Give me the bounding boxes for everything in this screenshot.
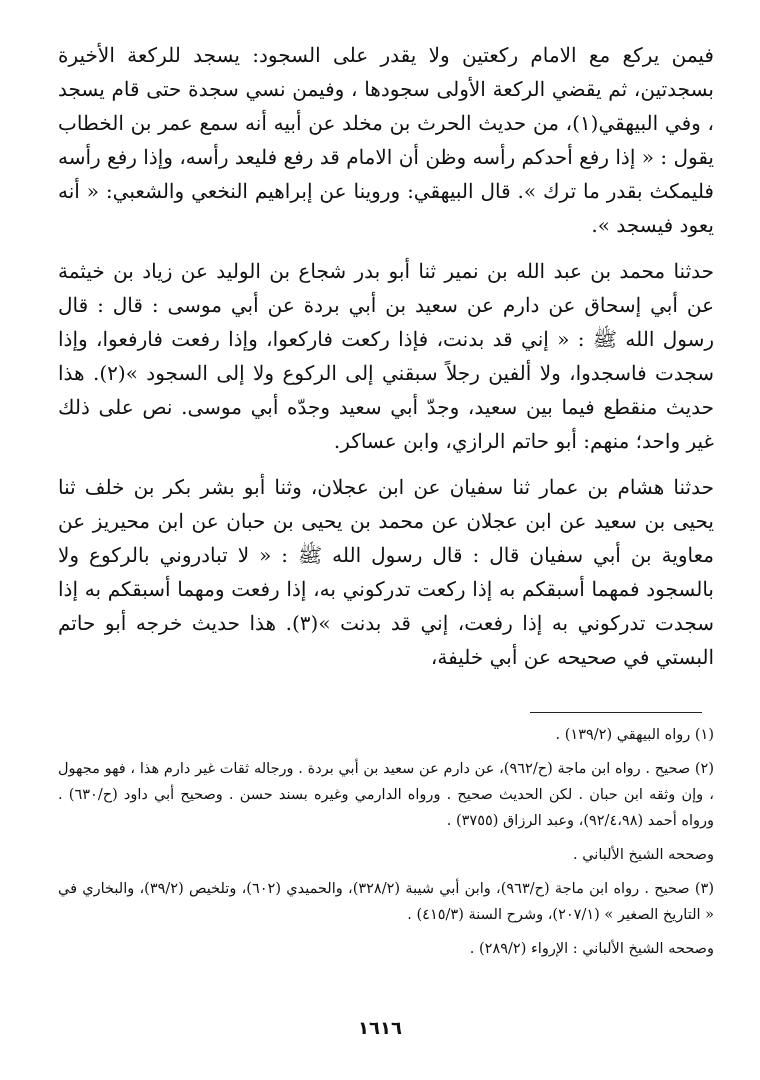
footnotes	[58, 722, 714, 970]
footnote-divider	[530, 712, 702, 713]
paragraph-2: حدثنا محمد بن عبد الله بن نمير ثنا أبو بدر شجاع بن الوليد عن زياد بن خيثمة عن أبي إسحاق عن دارم عن سعيد بن أبي بردة عن أبي موسى : قال : قال رسول الله ﷺ : « إني قد بدنت، فإذا ركعت فاركعوا، وإذا رفعت فارفعوا، وإذا سجدت فاسجدوا، ولا ألفين رجلاً سبقني إلى الركوع ولا إلى السجود »(٢). هذا حديث منقطع فيما بين سعيد، وجدّ أبي سعيد وجدّه أبي موسى. نص على ذلك غير واحد؛ منهم: أبو حاتم الرازي، وابن عساكر.	[58, 259, 714, 453]
footnote-2: (٢) صحيح . رواه ابن ماجة (ح/٩٦٢)، عن دارم عن سعيد بن أبي بردة . ورجاله ثقات غير دارم هذا ، فهو مجهول ، وإن وثقه ابن حبان . لكن الحديث صحيح . ورواه الدارمي وغيره بسند حسن . وصحيح أبي داود (ح/٦٣٠) . ورواه أحمد (٩٢/٤،٩٨)، وعبد الرزاق (٣٧٥٥) .	[58, 761, 714, 829]
footnote-2-grading: وصححه الشيخ الألباني .	[573, 847, 714, 863]
main-text	[58, 38, 714, 674]
page-number: ١٦١٦	[358, 1018, 402, 1039]
footnote-3-grading: وصححه الشيخ الألباني : الإرواء (٢٨٩/٢) .	[469, 941, 714, 957]
paragraph-1: فيمن يركع مع الامام ركعتين ولا يقدر على السجود: يسجد للركعة الأخيرة بسجدتين، ثم يقضي الركعة الأولى سجودها ، وفيمن نسي سجدة حتى قام يسجد ، وفي البيهقي(١)، من حديث الحرث بن مخلد عن أبيه أنه سمع عمر بن الخطاب يقول : « إذا رفع أحدكم رأسه وظن أن الامام قد رفع فليعد رأسه، وإذا رفع رأسه فليمكث بقدر ما ترك ». قال البيهقي: وروينا عن إبراهيم النخعي والشعبي: « أنه يعود فيسجد ».	[58, 43, 714, 237]
paragraph-3: حدثنا هشام بن عمار ثنا سفيان عن ابن عجلان، وثنا أبو بشر بكر بن خلف ثنا يحيى بن سعيد عن ابن عجلان عن محمد بن يحيى بن حبان عن ابن محيريز عن معاوية بن أبي سفيان قال : قال رسول الله ﷺ : « لا تبادروني بالركوع ولا بالسجود فمهما أسبقكم به إذا ركعت تدركوني به، إذا رفعت ومهما أسبقكم به إذا سجدت تدركوني به إذا رفعت، إني قد بدنت »(٣). هذا حديث خرجه أبو حاتم البستي في صحيحه عن أبي خليفة،	[58, 475, 714, 669]
footnote-3: (٣) صحيح . رواه ابن ماجة (ح/٩٦٣)، وابن أبي شيبة (٣٢٨/٢)، والحميدي (٦٠٢)، وتلخيص (٣٩/٢)، والبخاري في « التاريخ الصغير » (٢٠٧/١)، وشرح السنة (٤١٥/٣) .	[58, 881, 714, 923]
footnote-1: (١) رواه البيهقي (١٣٩/٢) .	[555, 727, 714, 743]
